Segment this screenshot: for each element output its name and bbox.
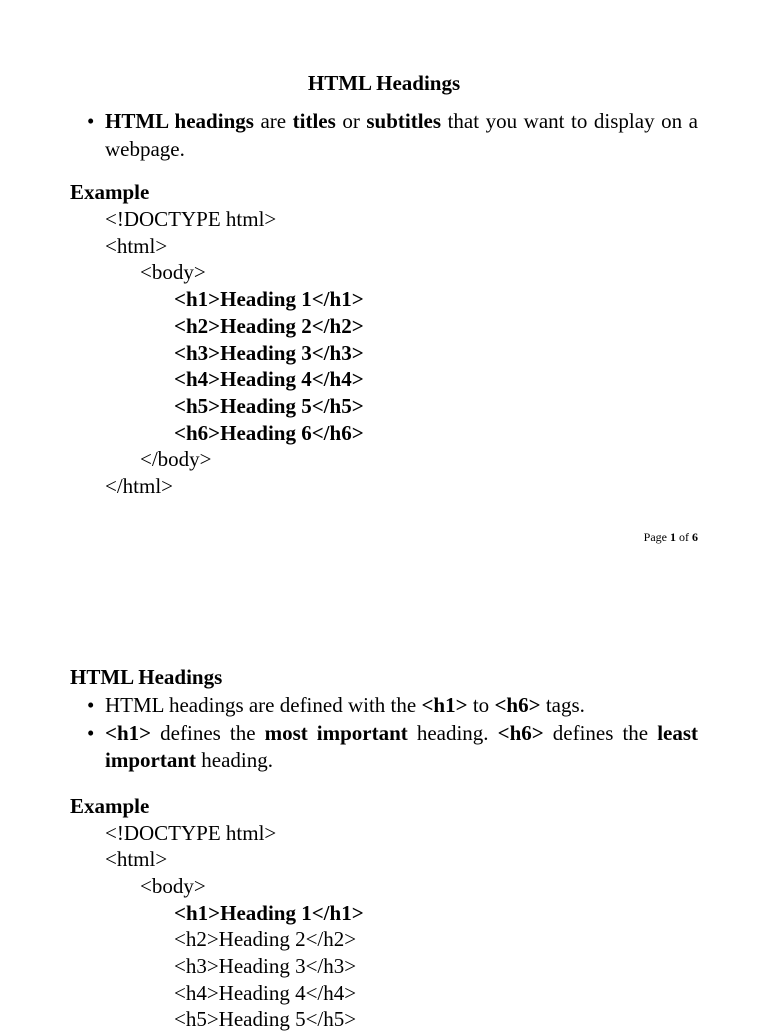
bullet-icon: • (87, 720, 94, 748)
code-line: <h1>Heading 1</h1> (70, 286, 698, 313)
bullet-icon: • (87, 108, 94, 136)
document-page-1 (70, 68, 698, 500)
code-line: <!DOCTYPE html> (70, 206, 698, 233)
page-number (644, 530, 698, 545)
code-line: <h3>Heading 3</h3> (70, 340, 698, 367)
text-bold: <h1> (421, 693, 467, 717)
text-bold: least important (105, 721, 698, 773)
code-line: <h1>Heading 1</h1> (70, 900, 698, 927)
code-line: <html> (70, 233, 698, 260)
total-pages: 6 (692, 530, 698, 544)
text: or (336, 109, 367, 133)
bullet-list (70, 108, 698, 163)
code-line: <body> (70, 259, 698, 286)
page-title: HTML Headings (70, 68, 698, 98)
code-line: <h5>Heading 5</h5> (70, 393, 698, 420)
code-line: <h2>Heading 2</h2> (70, 313, 698, 340)
bullet-list (70, 692, 698, 775)
code-line: <html> (70, 846, 698, 873)
text-bold: <h6> (494, 693, 540, 717)
text-bold: <h6> (498, 721, 544, 745)
example-label: Example (70, 793, 698, 820)
list-item (70, 692, 698, 720)
text: tags. (541, 693, 585, 717)
text: defines the (544, 721, 657, 745)
text: HTML headings are defined with the (105, 693, 421, 717)
current-page: 1 (670, 530, 676, 544)
text: that you want to display on a webpage. (105, 109, 698, 161)
of-word: of (676, 530, 692, 544)
code-line: <h2>Heading 2</h2> (70, 926, 698, 953)
list-item (70, 108, 698, 163)
text-bold: <h1> (105, 721, 151, 745)
code-line: <body> (70, 873, 698, 900)
page-word: Page (644, 530, 670, 544)
text-bold: most important (265, 721, 408, 745)
text-bold: titles (293, 109, 336, 133)
text-bold: HTML headings (105, 109, 254, 133)
example-label: Example (70, 179, 698, 206)
text-bold: subtitles (366, 109, 441, 133)
code-block (70, 820, 698, 1033)
section-heading: HTML Headings (70, 662, 698, 692)
code-block (70, 206, 698, 500)
code-line: <!DOCTYPE html> (70, 820, 698, 847)
code-line: </body> (70, 446, 698, 473)
text: defines the (151, 721, 264, 745)
code-line: <h4>Heading 4</h4> (70, 980, 698, 1007)
document-page-2 (70, 662, 698, 1033)
code-line: <h5>Heading 5</h5> (70, 1006, 698, 1033)
text: heading. (196, 748, 273, 772)
text: to (468, 693, 495, 717)
code-line: <h3>Heading 3</h3> (70, 953, 698, 980)
list-item (70, 720, 698, 775)
code-line: <h6>Heading 6</h6> (70, 420, 698, 447)
text: are (254, 109, 293, 133)
text: heading. (408, 721, 498, 745)
bullet-icon: • (87, 692, 94, 720)
code-line: </html> (70, 473, 698, 500)
code-line: <h4>Heading 4</h4> (70, 366, 698, 393)
